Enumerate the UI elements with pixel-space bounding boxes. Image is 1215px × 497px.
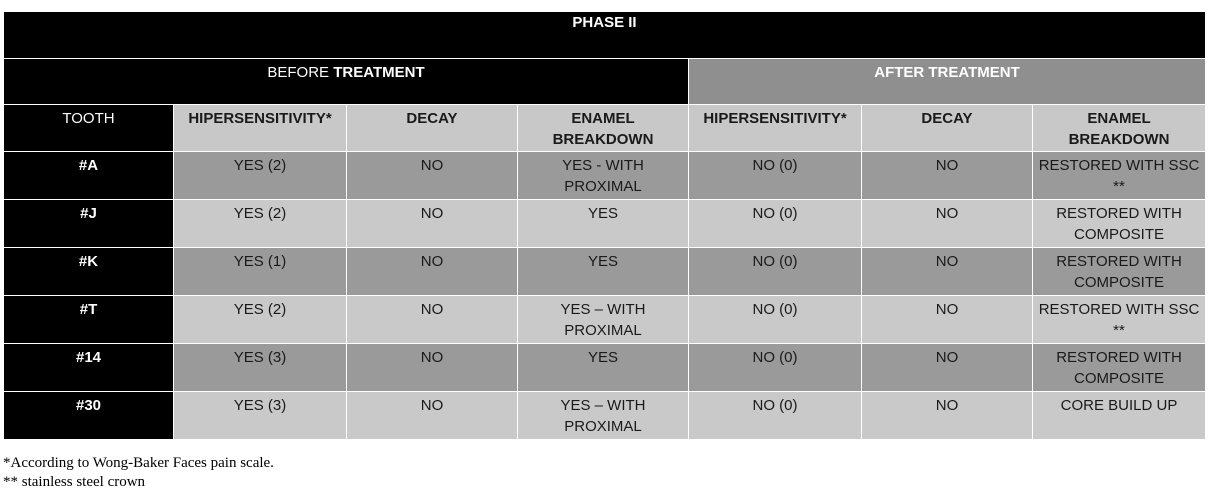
after-hypersensitivity-cell: NO (0): [689, 344, 862, 392]
tooth-cell: #K: [4, 248, 174, 296]
column-header-after-hypersensitivity: HIPERSENSITIVITY*: [689, 105, 862, 152]
table-row: [4, 392, 1206, 440]
column-header-before-hypersensitivity: HIPERSENSITIVITY*: [174, 105, 347, 152]
footnote-pain-scale: *According to Wong-Baker Faces pain scale.: [3, 455, 274, 471]
before-hypersensitivity-cell: YES (3): [174, 344, 347, 392]
column-header-after-enamel: ENAMEL BREAKDOWN: [1033, 105, 1206, 152]
after-enamel-cell: RESTORED WITH COMPOSITE: [1033, 248, 1206, 296]
column-header-tooth: TOOTH: [4, 105, 174, 152]
before-enamel-cell: YES: [518, 248, 689, 296]
before-decay-cell: NO: [347, 248, 518, 296]
before-decay-cell: NO: [347, 152, 518, 200]
before-hypersensitivity-cell: YES (1): [174, 248, 347, 296]
after-enamel-cell: CORE BUILD UP: [1033, 392, 1206, 440]
after-hypersensitivity-cell: NO (0): [689, 152, 862, 200]
before-decay-cell: NO: [347, 296, 518, 344]
column-header-before-decay: DECAY: [347, 105, 518, 152]
before-decay-cell: NO: [347, 392, 518, 440]
after-decay-cell: NO: [862, 152, 1033, 200]
tooth-cell: #T: [4, 296, 174, 344]
before-enamel-cell: YES - WITH PROXIMAL: [518, 152, 689, 200]
after-enamel-cell: RESTORED WITH COMPOSITE: [1033, 200, 1206, 248]
after-hypersensitivity-cell: NO (0): [689, 296, 862, 344]
after-decay-cell: NO: [862, 392, 1033, 440]
tooth-cell: #14: [4, 344, 174, 392]
before-hypersensitivity-cell: YES (3): [174, 392, 347, 440]
table-row: [4, 248, 1206, 296]
before-enamel-cell: YES – WITH PROXIMAL: [518, 296, 689, 344]
after-treatment-header: AFTER TREATMENT: [689, 59, 1206, 105]
after-enamel-cell: RESTORED WITH SSC **: [1033, 152, 1206, 200]
after-hypersensitivity-cell: NO (0): [689, 392, 862, 440]
before-enamel-cell: YES – WITH PROXIMAL: [518, 392, 689, 440]
before-decay-cell: NO: [347, 344, 518, 392]
after-decay-cell: NO: [862, 296, 1033, 344]
before-hypersensitivity-cell: YES (2): [174, 200, 347, 248]
phase-ii-table: [3, 11, 1206, 440]
column-header-before-enamel: ENAMEL BREAKDOWN: [518, 105, 689, 152]
tooth-cell: #J: [4, 200, 174, 248]
before-bold: TREATMENT: [333, 64, 425, 81]
tooth-cell: #A: [4, 152, 174, 200]
before-treatment-header: [4, 59, 689, 105]
after-enamel-cell: RESTORED WITH SSC **: [1033, 296, 1206, 344]
before-decay-cell: NO: [347, 200, 518, 248]
footnote-ssc: ** stainless steel crown: [3, 474, 146, 490]
after-hypersensitivity-cell: NO (0): [689, 248, 862, 296]
phase-title: PHASE II: [4, 12, 1206, 59]
table-row: [4, 344, 1206, 392]
table-row: [4, 152, 1206, 200]
before-prefix: BEFORE: [267, 64, 334, 81]
after-decay-cell: NO: [862, 248, 1033, 296]
before-hypersensitivity-cell: YES (2): [174, 152, 347, 200]
table-row: [4, 296, 1206, 344]
table-row: [4, 200, 1206, 248]
before-hypersensitivity-cell: YES (2): [174, 296, 347, 344]
tooth-cell: #30: [4, 392, 174, 440]
after-decay-cell: NO: [862, 344, 1033, 392]
after-decay-cell: NO: [862, 200, 1033, 248]
column-header-after-decay: DECAY: [862, 105, 1033, 152]
before-enamel-cell: YES: [518, 200, 689, 248]
after-enamel-cell: RESTORED WITH COMPOSITE: [1033, 344, 1206, 392]
before-enamel-cell: YES: [518, 344, 689, 392]
after-hypersensitivity-cell: NO (0): [689, 200, 862, 248]
